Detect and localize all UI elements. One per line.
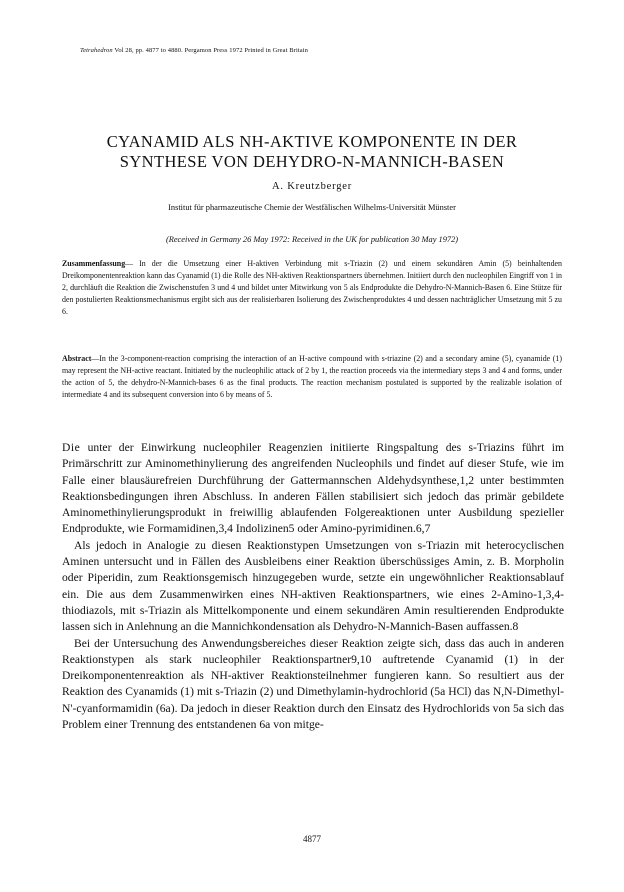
received-dates: (Received in Germany 26 May 1972: Received in the UK for publication 30 May 1972) (165, 235, 459, 244)
journal-name: Tetrahedron (80, 47, 113, 54)
abstract-german (62, 258, 562, 318)
abstract-german-text: — In der die Umsetzung einer H-aktiven Verbindung mit s-Triazin (2) und einem sekundären Amin (5) beinhaltenden Dreikomponentenreaktion kann das Cyanamid (1) die Rolle des NH-aktiven Reaktionspartners übernehmen. Initiiert durch den nucleophilen Eingriff von 1 in 2, durchläuft die Reaktion die Zwischenstufen 3 und 4 und bildet unter Mitwirkung von 5 als Endprodukte die Dehydro-N-Mannich-Basen 6. Eine Stütze für den postulierten Reaktionsmechanismus ergibt sich aus der realisierbaren Isolierung des Zwischenproduktes 4 und dessen nachträglicher Umsetzung mit 5 zu 6. (62, 259, 562, 317)
paragraph-1-text: unter der Einwirkung nucleophiler Reagenzien initiierte Ringspaltung des s-Triazins führt im Primärschritt zur Aminomethinylierung des angreifenden Nucleophils und findet auf dieser Stufe, wie im Falle einer blausäurefreien Durchführung der Gattermannschen Aldehydsynthese,1,2 unter bestimmten Reaktionsbedingungen ihren Abschluss. In anderen Fällen stabilisiert sich jedoch das primär gebildete Aminomethinylierungsprodukt in freiwillig ablaufenden Folgereaktionen unter Ausbildung spezieller Endprodukte, wie Formamidinen,3,4 Indolizinen5 oder Amino-pyrimidinen.6,7 (62, 441, 564, 536)
page-number: 4877 (303, 834, 321, 844)
abstract-english-text: —In the 3-component-reaction comprising the interaction of an H-active compound with s-triazine (2) and a secondary amine (5), cyanamide (1) may represent the NH-active reactant. Initiated by the nucleophilic attack of 2 by 1, the reaction proceeds via the intermediary steps 3 and 4 and forms, under the action of 5, the dehydro-N-Mannich-bases 6 as the final products. The reaction mechanism postulated is supported by the realizable isolation of intermediate 4 and its subsequent conversion into 6 by means of 5. (62, 354, 562, 400)
abstract-english (62, 353, 562, 401)
paragraph-1-initial: Die (62, 441, 81, 454)
abstract-english-label: Abstract (62, 354, 92, 363)
article-title (60, 132, 564, 172)
paragraph-3: Bei der Untersuchung des Anwendungsbereiches dieser Reaktion zeigte sich, dass das auch in anderen Reaktionstypen als stark nucleophiler Reaktionspartner9,10 auftretende Cyanamid (1) in der Dreikomponentenreaktion als NH-aktiver Reaktionsteilnehmer fungieren kann. So resultiert aus der Reaktion des Cyanamids (1) mit s-Triazin (2) und Dimethylamin-hydrochlorid (5a HCl) das N,N-Dimethyl-N'-cyanformamidin (6a). Da jedoch in dieser Reaktion durch den Einsatz des Hydrochlorids von 5a sich das Problem einer Trennung des entstandenen 6a von mitge- (62, 636, 564, 732)
author: A. Kreutzberger (271, 181, 353, 192)
title-line-2: SYNTHESE VON DEHYDRO-N-MANNICH-BASEN (119, 152, 505, 171)
affiliation: Institut für pharmazeutische Chemie der Westfälischen Wilhelms-Universität Münster (168, 203, 456, 212)
body-text (62, 440, 564, 733)
journal-details: Vol 28, pp. 4877 to 4880. Pergamon Press 1972 Printed in Great Britain (114, 47, 308, 54)
paragraph-2: Als jedoch in Analogie zu diesen Reaktionstypen Umsetzungen von s-Triazin mit heterocyclischen Aminen untersucht und in Fällen des Ausbleibens einer Reaktion überschüssiges Amin, z. B. Morpholin oder Piperidin, zum Reaktionsgemisch hinzugegeben wurde, setzte ein ungewöhnlicher Reaktionsablauf ein. Die aus dem Zusammenwirken eines NH-aktiven Reaktionspartners, wie eines 2-Amino-1,3,4-thiodiazols, mit s-Triazin als Mittelkomponente und einem sekundären Amin resultierenden Endprodukte lassen sich in Anlehnung an die Mannichkondensation als Dehydro-N-Mannich-Basen auffassen.8 (62, 538, 564, 634)
abstract-german-label: Zusammenfassung (62, 259, 126, 268)
title-line-1: CYANAMID ALS NH-AKTIVE KOMPONENTE IN DER (106, 132, 518, 151)
running-head (80, 47, 550, 54)
paragraph-1 (62, 440, 564, 538)
